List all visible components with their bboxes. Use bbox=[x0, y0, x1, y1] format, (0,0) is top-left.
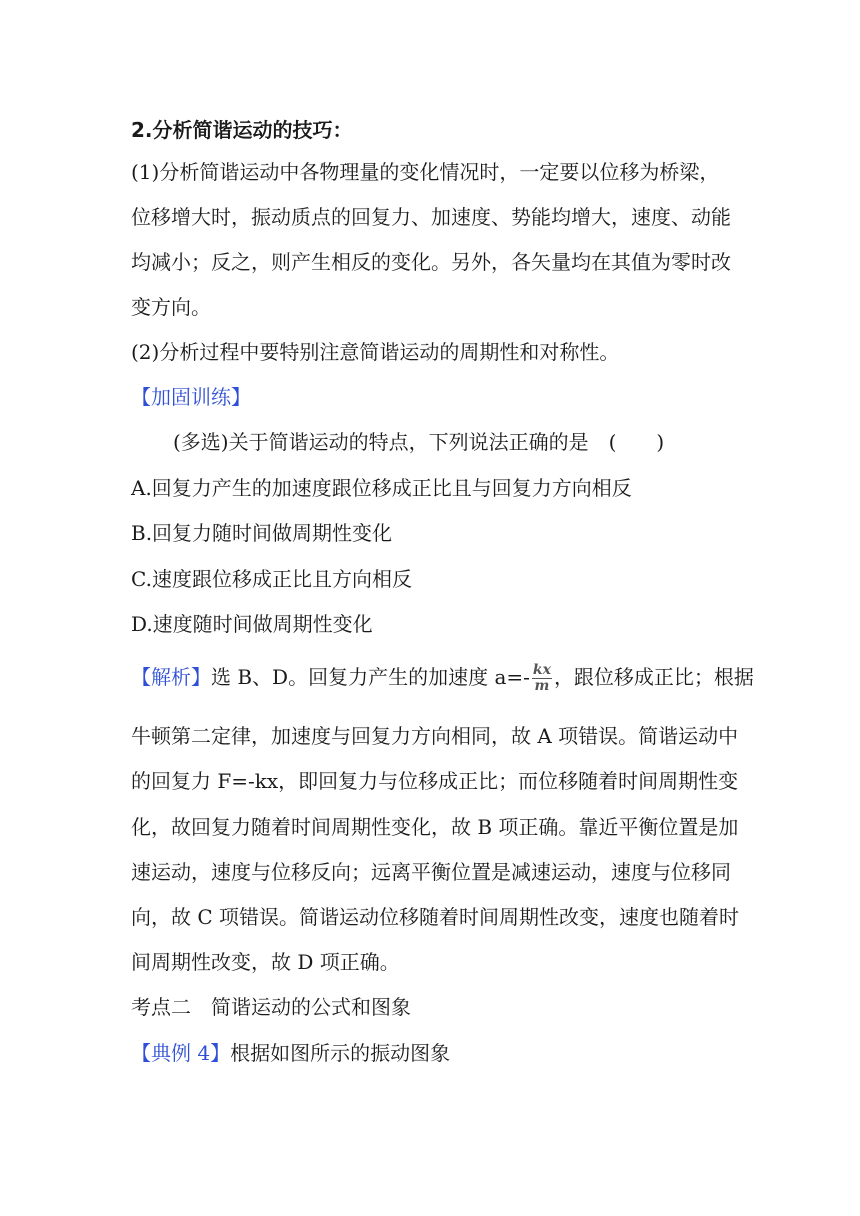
analysis-label: 【解析】 bbox=[131, 665, 211, 689]
tip1-line-1: (1)分析简谐运动中各物理量的变化情况时，一定要以位移为桥梁， bbox=[131, 160, 720, 184]
tip1-line-3: 均减小；反之，则产生相反的变化。另外，各矢量均在其值为零时改 bbox=[131, 250, 731, 274]
example-label: 【典例 4】 bbox=[131, 1041, 231, 1065]
tip2-line: (2)分析过程中要特别注意简谐运动的周期性和对称性。 bbox=[131, 340, 620, 364]
analysis-line-6: 间周期性改变，故 D 项正确。 bbox=[131, 950, 400, 974]
exercise-label: 【加固训练】 bbox=[131, 385, 251, 409]
question-text: (多选)关于简谐运动的特点，下列说法正确的是 ( ) bbox=[173, 430, 665, 454]
option-d: D.速度随时间做周期性变化 bbox=[131, 612, 373, 636]
tip1-line-2: 位移增大时，振动质点的回复力、加速度、势能均增大，速度、动能 bbox=[131, 205, 731, 229]
option-b: B.回复力随时间做周期性变化 bbox=[131, 521, 393, 545]
analysis-line-4: 速运动，速度与位移反向；远离平衡位置是减速运动，速度与位移同 bbox=[131, 860, 731, 884]
section-heading: 2.分析简谐运动的技巧： bbox=[131, 118, 353, 142]
example-line bbox=[131, 1040, 450, 1066]
option-c: C.速度跟位移成正比且方向相反 bbox=[131, 567, 412, 591]
example-text: 根据如图所示的振动图象 bbox=[230, 1041, 451, 1065]
analysis-text-post: ，跟位移成正比；根据 bbox=[553, 665, 754, 689]
analysis-line-3: 化，故回复力随着时间周期性变化，故 B 项正确。靠近平衡位置是加 bbox=[131, 815, 739, 839]
fraction-numerator: kx bbox=[532, 662, 551, 678]
fraction-denominator: m bbox=[534, 678, 550, 694]
analysis-line-1: 牛顿第二定律，加速度与回复力方向相同，故 A 项错误。简谐运动中 bbox=[131, 724, 739, 748]
acceleration-fraction bbox=[532, 663, 552, 694]
tip1-line-4: 变方向。 bbox=[131, 295, 211, 319]
topic-heading: 考点二 简谐运动的公式和图象 bbox=[131, 995, 411, 1019]
analysis-first-line bbox=[131, 663, 754, 694]
option-a: A.回复力产生的加速度跟位移成正比且与回复力方向相反 bbox=[131, 476, 632, 500]
analysis-text-pre: 选 B、D。回复力产生的加速度 a=- bbox=[211, 665, 530, 689]
analysis-line-5: 向，故 C 项错误。简谐运动位移随着时间周期性改变，速度也随着时 bbox=[131, 905, 740, 929]
analysis-line-2: 的回复力 F=-kx，即回复力与位移成正比；而位移随着时间周期性变 bbox=[131, 769, 739, 793]
